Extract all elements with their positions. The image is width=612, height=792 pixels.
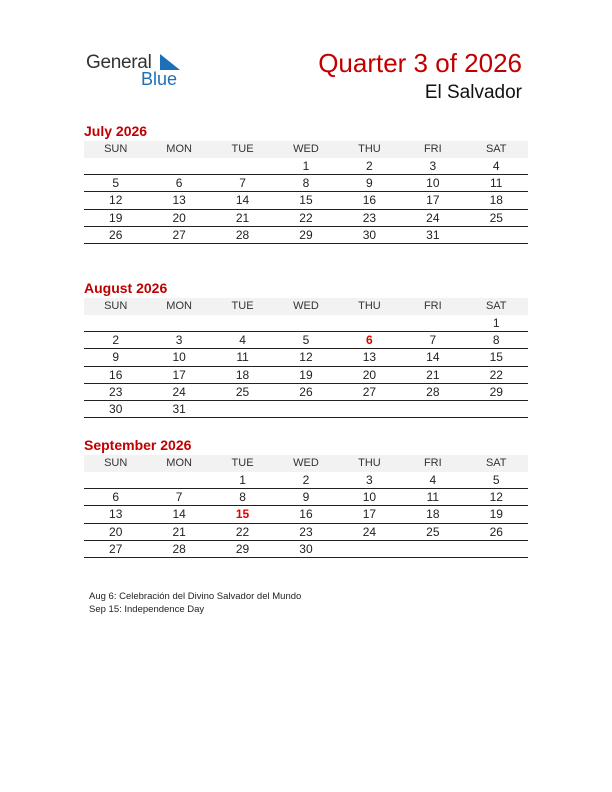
day-cell: 20	[172, 210, 186, 225]
day-cell: 8	[302, 176, 310, 191]
weekday-label: MON	[166, 143, 192, 155]
day-cell: 13	[172, 193, 186, 208]
day-cell: 8	[492, 333, 500, 348]
day-cell	[147, 472, 210, 488]
day-cell: 14	[172, 507, 186, 522]
week-row	[84, 349, 528, 366]
week-row	[84, 506, 528, 523]
day-cell: 11	[236, 350, 249, 365]
day-cell	[465, 227, 528, 243]
day-cell: 21	[235, 210, 250, 225]
day-cell: 20	[109, 524, 123, 539]
weekday-header-row	[84, 298, 528, 315]
week-row	[84, 315, 528, 332]
month-july	[84, 122, 528, 244]
month-title: September 2026	[84, 437, 192, 453]
logo-text-general: General	[86, 52, 152, 73]
day-cell: 22	[235, 524, 250, 539]
day-cell	[84, 315, 147, 331]
logo-text-blue: Blue	[141, 69, 178, 89]
logo-flag-icon	[160, 54, 180, 70]
day-cell: 27	[172, 227, 186, 242]
country-name: El Salvador	[424, 82, 522, 103]
day-cell	[338, 541, 401, 557]
day-cell: 28	[172, 541, 186, 556]
day-cell: 2	[112, 333, 120, 348]
day-cell: 30	[362, 227, 377, 242]
day-cell: 19	[109, 210, 123, 225]
day-cell: 21	[426, 367, 440, 382]
day-cell	[211, 315, 274, 331]
day-cell: 12	[299, 350, 313, 365]
week-row	[84, 158, 528, 175]
day-cell: 1	[492, 316, 500, 330]
month-title: July 2026	[84, 123, 148, 139]
holiday-note: Aug 6: Celebración del Divino Salvador del Mundo	[89, 591, 302, 602]
day-cell	[401, 541, 464, 557]
day-cell: 6	[112, 490, 120, 505]
weekday-label: SAT	[485, 143, 507, 155]
weekday-label: THU	[358, 143, 381, 155]
week-row	[84, 192, 528, 209]
day-cell: 5	[302, 333, 310, 348]
week-row	[84, 472, 528, 489]
day-cell	[274, 401, 337, 417]
day-cell: 25	[489, 210, 503, 225]
day-cell: 19	[299, 367, 313, 382]
week-row	[84, 367, 528, 384]
day-cell	[274, 315, 337, 331]
generalblue-logo	[86, 52, 196, 92]
day-cell: 24	[426, 210, 440, 225]
day-cell: 2	[366, 159, 373, 173]
day-cell: 29	[489, 384, 503, 399]
day-cell: 17	[426, 193, 440, 208]
day-cell: 22	[489, 367, 503, 382]
day-cell: 20	[362, 367, 377, 382]
weekday-label: MON	[166, 300, 192, 312]
week-row	[84, 384, 528, 401]
day-cell	[338, 315, 401, 331]
day-cell: 24	[172, 384, 186, 399]
day-cell: 14	[235, 193, 250, 208]
day-cell: 23	[109, 384, 123, 399]
day-cell: 4	[429, 473, 437, 487]
day-cell	[401, 315, 464, 331]
day-cell: 29	[299, 227, 313, 242]
day-cell: 16	[362, 193, 377, 208]
day-cell	[338, 401, 401, 417]
weekday-label: FRI	[423, 300, 442, 312]
day-cell	[84, 472, 147, 488]
day-cell	[401, 401, 464, 417]
day-cell: 7	[175, 490, 183, 505]
day-cell	[465, 401, 528, 417]
day-cell	[147, 315, 210, 331]
day-cell: 15	[299, 193, 313, 208]
weekday-label: MON	[166, 457, 192, 469]
day-cell: 31	[426, 227, 440, 242]
day-cell: 12	[109, 193, 123, 208]
day-cell: 16	[299, 507, 313, 522]
week-row	[84, 175, 528, 192]
day-cell: 18	[426, 507, 440, 522]
day-cell: 7	[239, 176, 246, 191]
day-cell: 26	[489, 524, 503, 539]
weekday-label: FRI	[423, 143, 442, 155]
day-cell: 10	[172, 350, 186, 365]
day-cell: 3	[175, 333, 183, 348]
day-cell: 1	[302, 159, 310, 173]
day-cell	[465, 541, 528, 557]
day-cell: 3	[429, 159, 437, 173]
day-cell: 27	[362, 384, 377, 399]
holiday-day-cell: 15	[235, 507, 250, 522]
weekday-label: WED	[293, 457, 319, 469]
day-cell: 16	[109, 367, 123, 382]
day-cell: 12	[489, 490, 503, 505]
weekday-label: THU	[358, 300, 381, 312]
weekday-label: SAT	[485, 300, 507, 312]
day-cell: 25	[426, 524, 440, 539]
day-cell: 31	[172, 401, 186, 416]
day-cell: 13	[362, 350, 377, 365]
day-cell: 22	[299, 210, 313, 225]
day-cell: 3	[366, 473, 373, 487]
day-cell: 28	[235, 227, 250, 242]
day-cell: 30	[299, 541, 313, 556]
day-cell: 9	[366, 176, 373, 191]
week-row	[84, 489, 528, 506]
day-cell: 13	[109, 507, 123, 522]
day-cell: 4	[492, 159, 500, 173]
week-row	[84, 332, 528, 349]
day-cell: 11	[426, 490, 440, 505]
day-cell: 28	[426, 384, 440, 399]
day-cell	[147, 158, 210, 174]
day-cell	[211, 401, 274, 417]
day-cell: 19	[489, 507, 503, 522]
weekday-label: SUN	[104, 143, 128, 155]
week-row	[84, 227, 528, 244]
day-cell: 10	[426, 176, 440, 191]
weekday-label: TUE	[231, 457, 254, 469]
day-cell	[84, 158, 147, 174]
day-cell: 27	[109, 541, 123, 556]
day-cell: 14	[426, 350, 440, 365]
holiday-notes	[89, 590, 301, 616]
day-cell: 5	[492, 473, 500, 487]
quarter-title: Quarter 3 of 2026	[318, 48, 522, 78]
day-cell: 17	[172, 367, 186, 382]
day-cell: 6	[175, 176, 183, 191]
month-september	[84, 436, 528, 558]
day-cell: 26	[109, 227, 123, 242]
week-row	[84, 541, 528, 558]
day-cell: 23	[299, 524, 313, 539]
weekday-label: TUE	[231, 143, 254, 155]
weekday-label: SUN	[104, 300, 128, 312]
day-cell: 24	[362, 524, 377, 539]
month-august	[84, 279, 528, 418]
weekday-header-row	[84, 455, 528, 472]
weekday-label: FRI	[423, 457, 442, 469]
week-row	[84, 210, 528, 227]
day-cell: 18	[235, 367, 250, 382]
day-cell: 1	[239, 473, 246, 487]
day-cell: 23	[362, 210, 377, 225]
weekday-label: WED	[293, 300, 319, 312]
day-cell: 15	[489, 350, 503, 365]
weekday-label: TUE	[231, 300, 254, 312]
weekday-label: SAT	[485, 457, 507, 469]
day-cell: 9	[112, 350, 120, 365]
day-cell: 17	[362, 507, 377, 522]
day-cell: 5	[112, 176, 120, 191]
day-cell: 21	[172, 524, 186, 539]
day-cell: 9	[302, 490, 310, 505]
weekday-header-row	[84, 141, 528, 158]
weekday-label: THU	[358, 457, 381, 469]
week-row	[84, 524, 528, 541]
day-cell: 29	[235, 541, 250, 556]
day-cell: 2	[302, 473, 310, 487]
day-cell: 11	[490, 176, 503, 191]
day-cell: 30	[109, 401, 123, 416]
day-cell	[211, 158, 274, 174]
month-title: August 2026	[84, 280, 168, 296]
holiday-day-cell: 6	[366, 333, 373, 348]
day-cell: 8	[239, 490, 246, 505]
holiday-note: Sep 15: Independence Day	[89, 604, 205, 615]
weekday-label: SUN	[104, 457, 128, 469]
day-cell: 4	[239, 333, 246, 348]
day-cell: 26	[299, 384, 313, 399]
day-cell: 18	[489, 193, 503, 208]
week-row	[84, 401, 528, 418]
day-cell: 25	[235, 384, 250, 399]
weekday-label: WED	[293, 143, 319, 155]
day-cell: 7	[429, 333, 437, 348]
day-cell: 10	[362, 490, 377, 505]
